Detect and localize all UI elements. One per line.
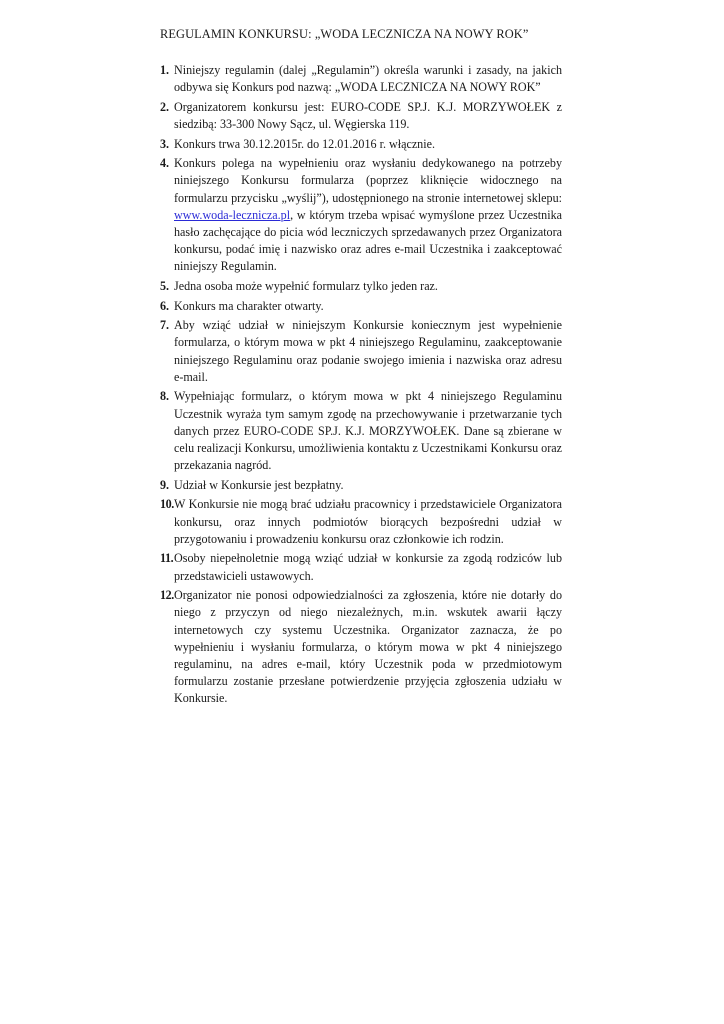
rule-text: Organizatorem konkursu jest: EURO-CODE SP.J. K.J. MORZYWOŁEK z siedzibą: 33-300 Nowy Sącz, ul. Węgierska 119.: [174, 99, 562, 131]
rule-text: Konkurs trwa 30.12.2015r. do 12.01.2016 r. włącznie.: [174, 136, 435, 151]
document-title: REGULAMIN KONKURSU: „WODA LECZNICZA NA NOWY ROK”: [160, 27, 529, 41]
rules-list: [160, 62, 562, 710]
rule-number: 2.: [160, 99, 170, 114]
rule-item-3: [160, 136, 562, 153]
rule-item-6: [160, 298, 562, 315]
rule-text: Niniejszy regulamin (dalej „Regulamin”) określa warunki i zasady, na jakich odbywa się Konkurs pod nazwą: „WODA LECZNICZA NA NOWY ROK”: [174, 63, 562, 95]
rule-item-12: [160, 587, 562, 707]
rule-text: Aby wziąć udział w niniejszym Konkursie koniecznym jest wypełnienie formularza, o którym mowa w pkt 4 niniejszego Regulaminu, zaakceptowanie niniejszego Regulaminu oraz podanie swojego imienia i nazwiska oraz adresu e-mail.: [174, 318, 562, 384]
rule-text: Konkurs ma charakter otwarty.: [174, 298, 324, 313]
rule-item-10: [160, 496, 562, 548]
rule-item-1: [160, 62, 562, 96]
rule-number: 8.: [160, 389, 170, 404]
rule-number: 1.: [160, 63, 170, 77]
rule-item-8: [160, 388, 562, 474]
rule-item-11: [160, 550, 562, 584]
rule-text: W Konkursie nie mogą brać udziału pracownicy i przedstawiciele Organizatora konkursu, oraz innych podmiotów biorących bezpośredni udział w przygotowaniu i prowadzeniu konkursu oraz członkowie ich rodzin.: [174, 497, 562, 546]
rule-number: 4.: [160, 156, 170, 171]
rule-text: Jedna osoba może wypełnić formularz tylko jeden raz.: [174, 279, 438, 293]
rule-text-before-link: Konkurs polega na wypełnieniu oraz wysłaniu dedykowanego na potrzeby niniejszego Konkursu formularza (poprzez kliknięcie widocznego na formularzu przycisku „wyślij”), udostępnionego na stronie internetowej sklepu:: [174, 156, 562, 205]
rule-item-2: [160, 99, 562, 133]
shop-website-link[interactable]: www.woda-lecznicza.pl: [174, 207, 291, 222]
rule-number: 12.: [160, 588, 174, 603]
rule-number: 5.: [160, 279, 170, 293]
rule-item-7: [160, 317, 562, 386]
rule-text: Osoby niepełnoletnie mogą wziąć udział w konkursie za zgodą rodziców lub przedstawicieli ustawowych.: [174, 551, 562, 583]
rule-item-9: [160, 477, 562, 494]
rule-text: Wypełniając formularz, o którym mowa w pkt 4 niniejszego Regulaminu Uczestnik wyraża tym samym zgodę na przechowywanie i przetwarzanie tych danych przez EURO-CODE SP.J. K.J. MORZYWOŁEK. Dane są zbierane w celu realizacji Konkursu, umożliwienia kontaktu z Uczestnikami Konkursu oraz przekazania nagród.: [174, 389, 562, 473]
rule-text: Udział w Konkursie jest bezpłatny.: [174, 477, 344, 492]
rule-number: 6.: [160, 298, 170, 313]
rule-number: 7.: [160, 318, 170, 333]
rule-number: 9.: [160, 477, 170, 492]
rule-number: 3.: [160, 136, 170, 151]
rule-number: 10.: [160, 497, 174, 512]
rule-item-4: [160, 155, 562, 275]
rule-text: [174, 155, 562, 275]
rule-text-after-link: , w którym trzeba wpisać wymyślone przez Uczestnika hasło zachęcające do picia wód leczniczych sprzedawanych przez Organizatora konkursu, podać imię i nazwisko oraz adres e-mail Uczestnika i zaakceptować niniejszy Regulamin.: [174, 207, 562, 274]
rule-number: 11.: [160, 551, 174, 566]
rule-item-5: [160, 278, 562, 295]
rule-text: Organizator nie ponosi odpowiedzialności za zgłoszenia, które nie dotarły do niego z przyczyn od niego niezależnych, m.in. wskutek awarii łączy internetowych czy systemu Uczestnika. Organizator zaznacza, że po wypełnieniu i wysłaniu formularza, o którym mowa w pkt 4 niniejszego regulaminu, na adres e-mail, który Uczestnik poda w przedmiotowym formularzu zostanie przesłane potwierdzenie przyjęcia zgłoszenia udziału w Konkursie.: [174, 588, 562, 706]
